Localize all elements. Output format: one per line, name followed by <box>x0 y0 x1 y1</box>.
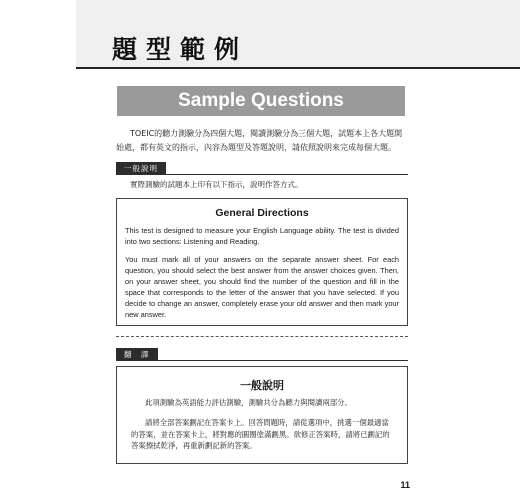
section-divider <box>116 336 408 337</box>
general-section-note: 實際測驗的試題本上印有以下指示，說明作答方式。 <box>130 180 303 189</box>
translation-section-rule <box>116 360 408 361</box>
translation-title: 一般說明 <box>240 379 284 392</box>
page-number: 11 <box>400 480 410 490</box>
header-rule <box>76 67 520 69</box>
chapter-title: 題型範例 <box>112 35 249 64</box>
intro-paragraph: TOEIC的聽力測驗分為四個大題，閱讀測驗分為三個大題，試題本上各大題開始處，都有英文的指示，內容為題型及答題說明，請依照說明來完成每個大題。 <box>116 129 403 152</box>
translation-box <box>116 366 408 464</box>
general-directions-title: General Directions <box>215 207 309 219</box>
general-directions-box <box>116 198 408 326</box>
general-section-rule <box>116 174 408 175</box>
general-directions-paragraph-1: This test is designed to measure your English Language ability. The test is divided into two sections: Listening and Reading. <box>125 226 399 246</box>
general-section-tag: 一般說明 <box>116 162 166 175</box>
sample-questions-banner: Sample Questions <box>117 86 405 116</box>
translation-paragraph-2: 請將全部答案劃記在答案卡上。回答問題時，請從選項中，挑選一個最適當的答案，並在答案卡上，將對應的圓圈塗滿劃黑。欲修正答案時，請將已劃記的答案擦拭乾淨，再重新劃記新的答案。 <box>131 418 390 450</box>
translation-section-tag: 翻 譯 <box>116 348 158 361</box>
translation-paragraph-1: 此項測驗為英語能力評估測驗，測驗共分為聽力與閱讀兩部分。 <box>145 398 352 407</box>
general-directions-paragraph-2: You must mark all of your answers on the separate answer sheet. For each question, you should select the best answer from the answer choices given. Then, on your answer sheet, you should find the number of the question and fill in the space that corresponds to the letter of the answer that you have selected. If you decide to change an answer, completely erase your old answer and then mark your new answer. <box>125 255 399 319</box>
